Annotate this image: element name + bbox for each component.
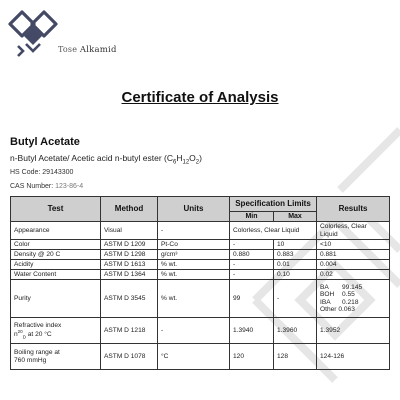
max-cell: 0.01 xyxy=(274,260,317,270)
purity-line: IBA 0.218 xyxy=(320,298,359,306)
test-cell: Water Content xyxy=(11,270,101,280)
header-method: Method xyxy=(101,197,158,222)
result-cell: Colorless, Clear Liquid xyxy=(317,222,390,240)
min-cell: - xyxy=(230,270,274,280)
min-cell: 99 xyxy=(230,280,274,318)
max-cell: 128 xyxy=(274,344,317,370)
purity-line: Other 0.063 xyxy=(320,305,355,313)
units-cell: °C xyxy=(158,344,230,370)
units-cell: - xyxy=(158,222,230,240)
table-row xyxy=(11,344,390,370)
test-cell: Refractive index $n^{20}_D$ at 20 °C xyxy=(11,318,101,344)
hs-code: HS Code: 29143300 xyxy=(10,169,74,176)
product-name: Butyl Acetate xyxy=(10,136,80,148)
max-cell: 0.10 xyxy=(274,270,317,280)
cas-number: CAS Number: 123-86-4 xyxy=(10,183,84,190)
units-cell: % wt. xyxy=(158,260,230,270)
result-cell: 0.881 xyxy=(317,250,390,260)
header-units: Units xyxy=(158,197,230,222)
max-cell: 0.883 xyxy=(274,250,317,260)
table-row xyxy=(11,318,390,344)
header-min: Min xyxy=(230,212,274,222)
max-cell: 1.3960 xyxy=(274,318,317,344)
header-results: Results xyxy=(317,197,390,222)
method-cell: ASTM D 1364 xyxy=(101,270,158,280)
spec-cell: Colorless, Clear Liquid xyxy=(230,222,317,240)
units-cell: - xyxy=(158,318,230,344)
test-cell: Appearance xyxy=(11,222,101,240)
table-row xyxy=(11,240,390,250)
method-cell: ASTM D 1078 xyxy=(101,344,158,370)
header-max: Max xyxy=(274,212,317,222)
min-cell: - xyxy=(230,260,274,270)
analysis-table xyxy=(10,196,390,370)
method-cell: ASTM D 3545 xyxy=(101,280,158,318)
purity-line: BOH 0.55 xyxy=(320,291,355,299)
min-cell: 1.3940 xyxy=(230,318,274,344)
units-cell: % wt. xyxy=(158,280,230,318)
units-cell: Pt-Co xyxy=(158,240,230,250)
test-cell: Boiling range at 760 mmHg xyxy=(11,344,101,370)
result-cell: 0.004 xyxy=(317,260,390,270)
units-cell: g/cm³ xyxy=(158,250,230,260)
table-row xyxy=(11,270,390,280)
method-cell: ASTM D 1298 xyxy=(101,250,158,260)
method-cell: ASTM D 1218 xyxy=(101,318,158,344)
table-row xyxy=(11,260,390,270)
header-test: Test xyxy=(11,197,101,222)
table-row xyxy=(11,222,390,240)
min-cell: 0.880 xyxy=(230,250,274,260)
table-row xyxy=(11,250,390,260)
method-cell: ASTM D 1209 xyxy=(101,240,158,250)
result-cell: 0.02 xyxy=(317,270,390,280)
max-cell: - xyxy=(274,280,317,318)
header-specification-limits: Specification Limits xyxy=(230,197,317,212)
test-cell: Acidity xyxy=(11,260,101,270)
min-cell: 120 xyxy=(230,344,274,370)
table-row xyxy=(11,280,390,318)
min-cell: - xyxy=(230,240,274,250)
test-cell: Purity xyxy=(11,280,101,318)
max-cell: 10 xyxy=(274,240,317,250)
document-title: Certificate of Analysis xyxy=(121,89,279,106)
company-logo xyxy=(6,6,66,58)
purity-breakdown-cell xyxy=(317,280,390,318)
units-cell: % wt. xyxy=(158,270,230,280)
result-cell: <10 xyxy=(317,240,390,250)
test-cell: Density @ 20 C xyxy=(11,250,101,260)
purity-line: BA 99.145 xyxy=(320,283,363,291)
method-cell: Visual xyxy=(101,222,158,240)
result-cell: 124-126 xyxy=(317,344,390,370)
method-cell: ASTM D 1613 xyxy=(101,260,158,270)
test-cell: Color xyxy=(11,240,101,250)
result-cell: 1.3952 xyxy=(317,318,390,344)
product-description: n-Butyl Acetate/ Acetic acid n-butyl ester $(C_6H_{12}O_2)$ xyxy=(10,153,202,166)
company-name: Tose Alkamid xyxy=(58,45,117,55)
